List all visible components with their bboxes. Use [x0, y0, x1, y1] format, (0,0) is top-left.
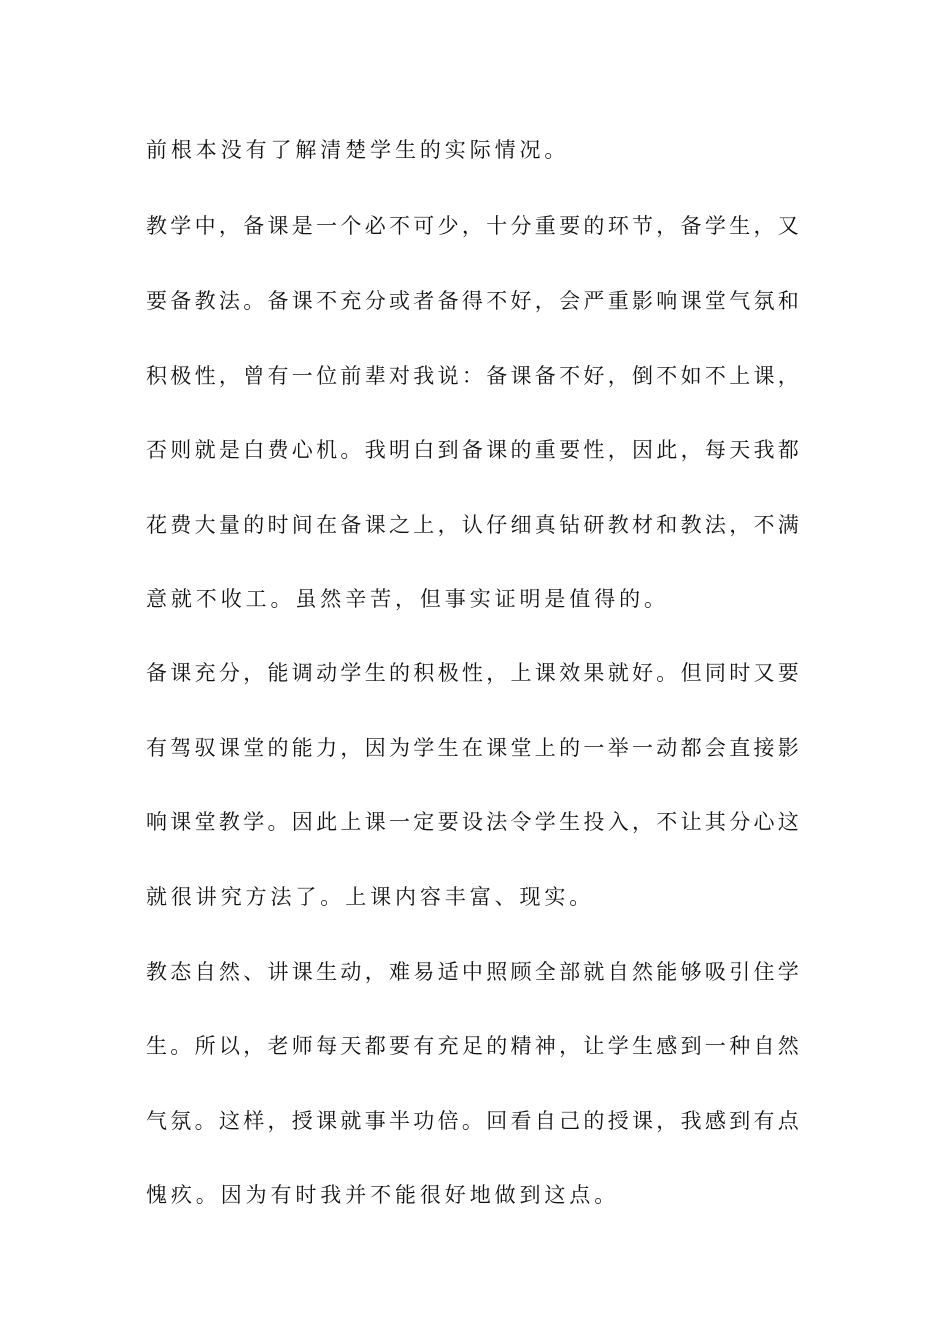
text-line-2: 教学中，备课是一个必不可少，十分重要的环节，备学生，又	[146, 214, 803, 238]
text-line-1: 前根本没有了解清楚学生的实际情况。	[146, 138, 570, 162]
text-line-10: 响课堂教学。因此上课一定要设法令学生投入，不让其分心这	[146, 810, 803, 834]
text-line-4: 积极性，曾有一位前辈对我说：备课备不好，倒不如不上课，	[146, 364, 803, 388]
text-line-15: 愧疚。因为有时我并不能很好地做到这点。	[146, 1183, 620, 1207]
text-line-3: 要备教法。备课不充分或者备得不好，会严重影响课堂气氛和	[146, 289, 803, 313]
text-line-13: 生。所以，老师每天都要有充足的精神，让学生感到一种自然	[146, 1034, 803, 1058]
text-line-9: 有驾驭课堂的能力，因为学生在课堂上的一举一动都会直接影	[146, 736, 803, 760]
text-line-8: 备课充分，能调动学生的积极性，上课效果就好。但同时又要	[146, 661, 803, 685]
text-line-7: 意就不收工。虽然辛苦，但事实证明是值得的。	[146, 587, 669, 611]
text-line-5: 否则就是白费心机。我明白到备课的重要性，因此，每天我都	[146, 438, 803, 462]
text-line-6: 花费大量的时间在备课之上，认仔细真钻研教材和教法，不满	[146, 513, 803, 537]
text-line-11: 就很讲究方法了。上课内容丰富、现实。	[146, 885, 595, 909]
text-line-12: 教态自然、讲课生动，难易适中照顾全部就自然能够吸引住学	[146, 960, 803, 984]
text-line-14: 气氛。这样，授课就事半功倍。回看自己的授课，我感到有点	[146, 1109, 803, 1133]
